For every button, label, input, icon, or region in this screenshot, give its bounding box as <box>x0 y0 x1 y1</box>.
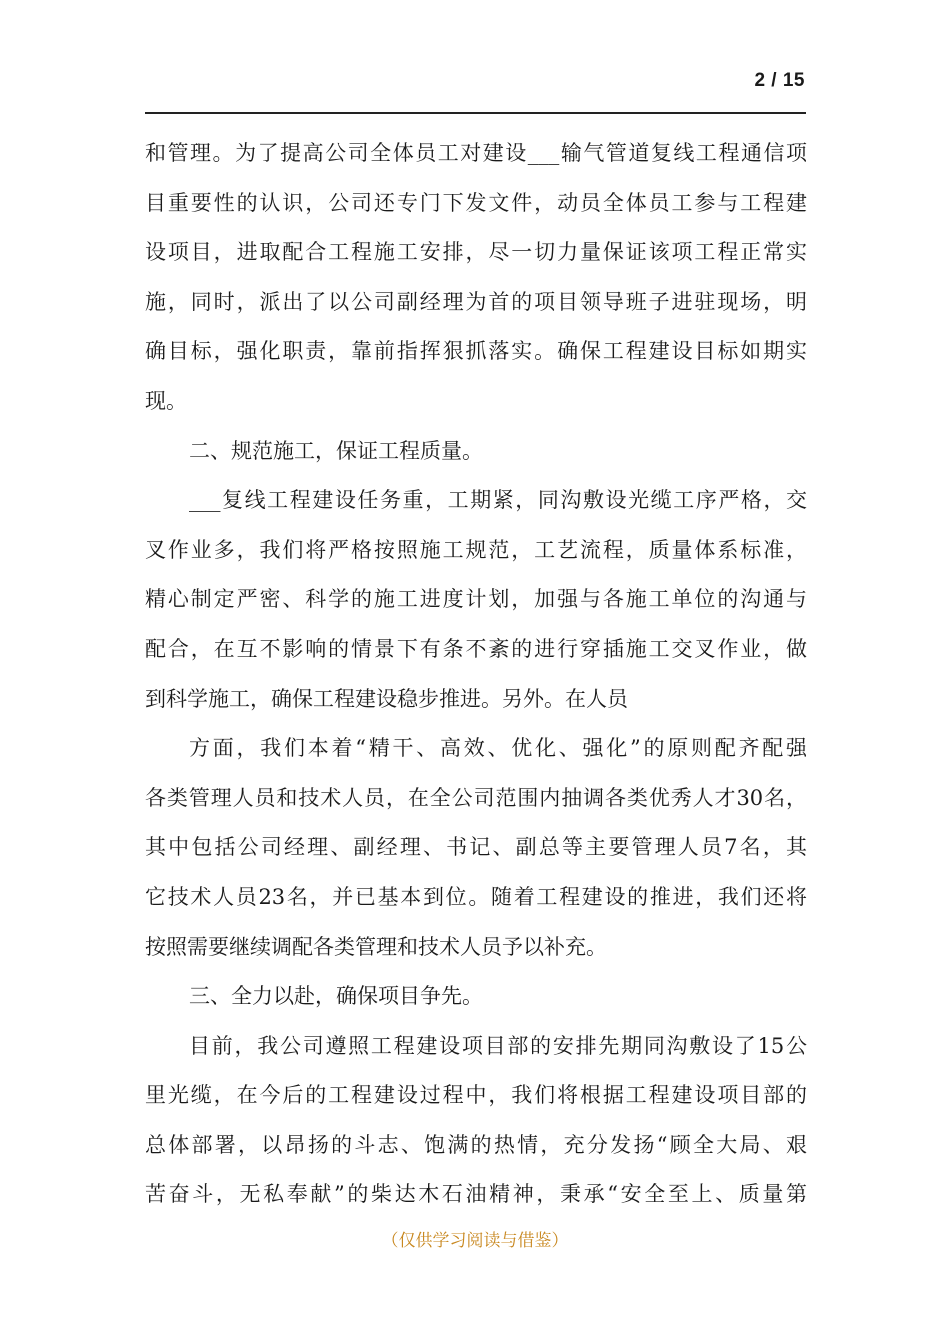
text-line: 总体部署，以昂扬的斗志、饱满的热情，充分发扬“顾全大局、艰 <box>145 1132 807 1157</box>
text-line: 里光缆，在今后的工程建设过程中，我们将根据工程建设项目部的 <box>145 1083 807 1108</box>
footer-note: （仅供学习阅读与借鉴） <box>381 1231 569 1251</box>
text-line: ___复线工程建设任务重，工期紧，同沟敷设光缆工序严格，交 <box>189 488 807 513</box>
text-line: 目重要性的认识，公司还专门下发文件，动员全体员工参与工程建 <box>145 190 807 215</box>
text-line: 现。 <box>145 388 187 413</box>
header-divider <box>145 112 806 114</box>
text-line: 确目标，强化职责，靠前指挥狠抓落实。确保工程建设目标如期实 <box>145 339 807 364</box>
text-line: 配合，在互不影响的情景下有条不紊的进行穿插施工交叉作业，做 <box>145 636 807 661</box>
text-line: 和管理。为了提高公司全体员工对建设___输气管道复线工程通信项 <box>145 141 807 165</box>
text-line: 各类管理人员和技术人员，在全公司范围内抽调各类优秀人才30名， <box>145 785 807 810</box>
section-heading: 三、全力以赴，确保项目争先。 <box>189 984 483 1009</box>
text-line: 其中包括公司经理、副经理、书记、副总等主要管理人员7名，其 <box>145 835 807 860</box>
text-line: 精心制定严密、科学的施工进度计划，加强与各施工单位的沟通与 <box>145 587 807 612</box>
page-number: 2 / 15 <box>754 70 805 91</box>
section-heading: 二、规范施工，保证工程质量。 <box>189 438 483 463</box>
text-line: 按照需要继续调配各类管理和技术人员予以补充。 <box>145 934 607 959</box>
text-line: 方面，我们本着“精干、高效、优化、强化”的原则配齐配强 <box>189 736 807 761</box>
text-line: 目前，我公司遵照工程建设项目部的安排先期同沟敷设了15公 <box>189 1033 807 1058</box>
text-line: 到科学施工，确保工程建设稳步推进。另外。在人员 <box>145 686 628 711</box>
document-body <box>145 129 807 1220</box>
text-line: 叉作业多，我们将严格按照施工规范，工艺流程，质量体系标准， <box>145 537 807 562</box>
text-line: 施，同时，派出了以公司副经理为首的项目领导班子进驻现场，明 <box>145 289 807 314</box>
text-line: 设项目，进取配合工程施工安排，尽一切力量保证该项工程正常实 <box>145 240 807 265</box>
text-line: 它技术人员23名，并已基本到位。随着工程建设的推进，我们还将 <box>145 884 807 909</box>
text-line: 苦奋斗，无私奉献”的柴达木石油精神，秉承“安全至上、质量第 <box>145 1182 807 1207</box>
